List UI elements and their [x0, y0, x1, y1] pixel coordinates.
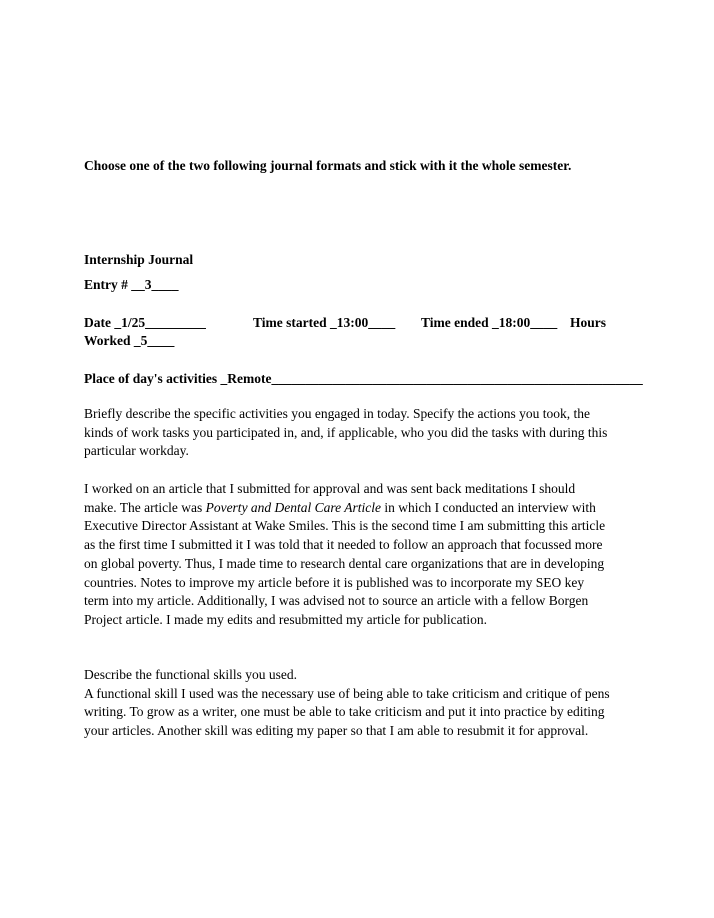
activities-prompt-line: kinds of work tasks you participated in, and, if applicable, who you did the tasks with during this: [84, 424, 608, 440]
response-text: in which I conducted an interview with: [381, 499, 596, 515]
activities-prompt-line: particular workday.: [84, 443, 189, 459]
journal-title: Internship Journal: [84, 252, 194, 267]
hours-worked-field: Worked _5____: [84, 333, 175, 348]
activities-response-line: Executive Director Assistant at Wake Smiles. This is the second time I am submitting this article: [84, 518, 606, 534]
response-text: make. The article was: [84, 499, 206, 515]
place-field: Place of day's activities _Remote_______________________________________________________: [84, 371, 643, 386]
activities-prompt-line: Briefly describe the specific activities you engaged in today. Specify the actions you took, the: [84, 406, 590, 421]
entry-number: Entry # __3____: [84, 277, 179, 292]
time-ended-field: Time ended _18:00____: [421, 315, 558, 330]
activities-prompt: [84, 405, 644, 461]
skills-response-line: A functional skill I used was the necessary use of being able to take criticism and critique of pens: [84, 685, 610, 701]
time-started-field: Time started _13:00____: [253, 315, 396, 330]
hours-label: Hours: [570, 315, 607, 330]
date-field: Date _1/25_________: [84, 315, 206, 330]
activities-response-line: Project article. I made my edits and resubmitted my article for publication.: [84, 611, 487, 627]
activities-response-line: I worked on an article that I submitted for approval and was sent back meditations I should: [84, 481, 576, 496]
skills-response-line: your articles. Another skill was editing my paper so that I am able to resubmit it for approval.: [84, 723, 589, 739]
activities-response-line: term into my article. Additionally, I was advised not to source an article with a fellow Borgen: [84, 593, 589, 609]
skills-response-line: writing. To grow as a writer, one must be able to take criticism and put it into practice by editing: [84, 704, 605, 720]
activities-response-line: on global poverty. Thus, I made time to research dental care organizations that are in developing: [84, 555, 605, 571]
article-title: Poverty and Dental Care Article: [205, 499, 382, 515]
instruction-text: Choose one of the two following journal formats and stick with it the whole semester.: [84, 158, 572, 173]
skills-prompt: Describe the functional skills you used.: [84, 667, 297, 682]
skills-section: [84, 666, 644, 741]
activities-response-line: as the first time I submitted it I was told that it needed to follow an approach that focussed more: [84, 537, 603, 553]
activities-response-line: [84, 499, 644, 518]
activities-response: [84, 480, 644, 630]
activities-response-line: countries. Notes to improve my article before it is published was to incorporate my SEO key: [84, 574, 585, 590]
